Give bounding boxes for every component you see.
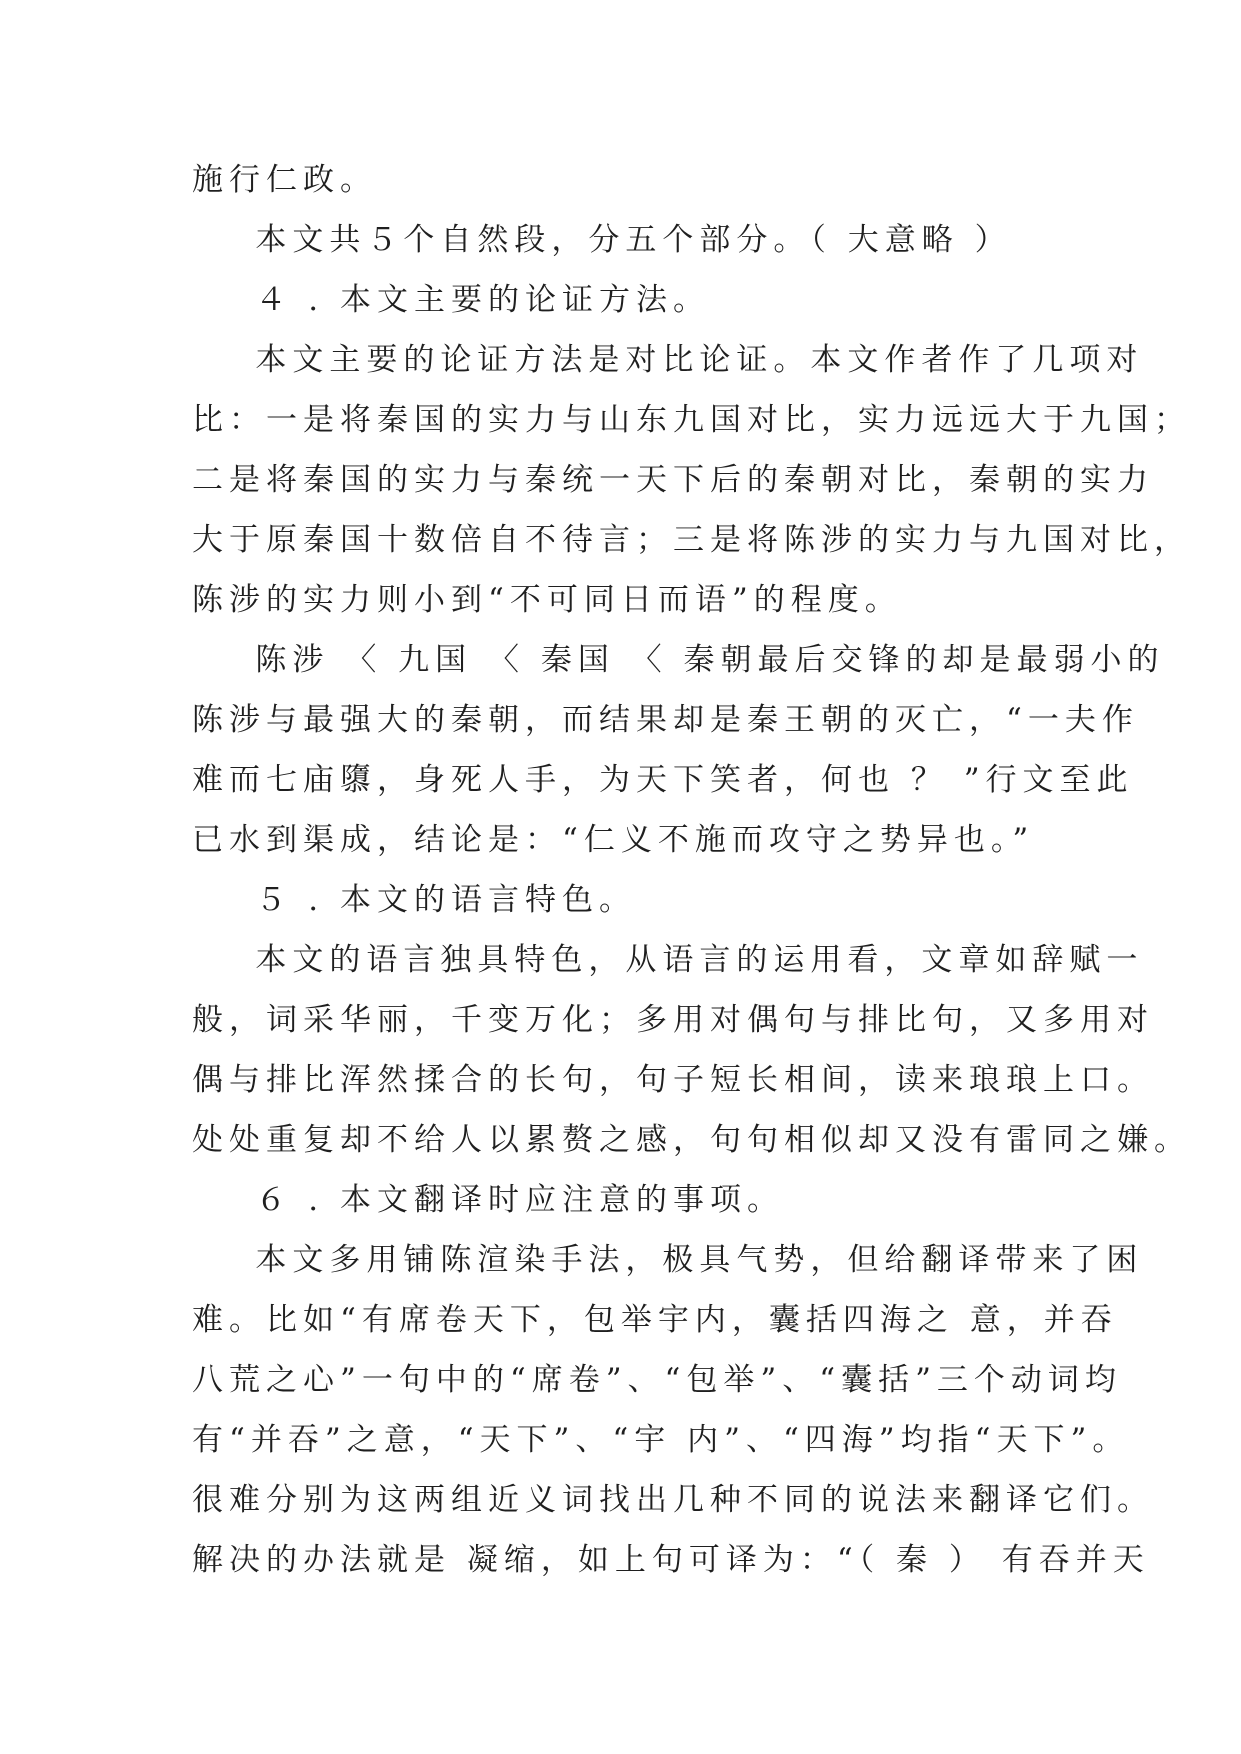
text-line-15: 般，词采华丽，千变万化；多用对偶句与排比句，又多用对 xyxy=(192,1002,1154,1038)
text-line-1: 施行仁政。 xyxy=(192,162,377,198)
text-line-9: 陈涉 〈 九国 〈 秦国 〈 秦朝最后交锋的却是最弱小的 xyxy=(192,642,1165,678)
section-heading-4: ４ . 本文主要的论证方法。 xyxy=(192,282,710,318)
text-line-23: 很难分别为这两组近义词找出几种不同的说法来翻译它们。 xyxy=(192,1482,1154,1518)
section-heading-6: ６ . 本文翻译时应注意的事项。 xyxy=(192,1182,784,1218)
text-line-22: 有“并吞”之意，“天下”、“宇 内”、“四海”均指“天下”。 xyxy=(192,1422,1130,1458)
document-body xyxy=(192,150,1191,1590)
text-line-12: 已水到渠成，结论是：“仁义不施而攻守之势异也。” xyxy=(192,822,1035,858)
text-line-16: 偶与排比浑然揉合的长句，句子短长相间，读来琅琅上口。 xyxy=(192,1062,1154,1098)
text-line-6: 二是将秦国的实力与秦统一天下后的秦朝对比，秦朝的实力 xyxy=(192,462,1154,498)
text-line-19: 本文多用铺陈渲染手法，极具气势，但给翻译带来了困 xyxy=(192,1242,1144,1278)
text-line-14: 本文的语言独具特色，从语言的运用看，文章如辞赋一 xyxy=(192,942,1144,978)
text-line-4: 本文主要的论证方法是对比论证。本文作者作了几项对 xyxy=(192,342,1144,378)
text-line-21: 八荒之心”一句中的“席卷”、“包举”、“囊括”三个动词均 xyxy=(192,1362,1122,1398)
text-line-5: 比：一是将秦国的实力与山东九国对比，实力远远大于九国； xyxy=(192,402,1191,438)
section-heading-5: ５ . 本文的语言特色。 xyxy=(192,882,636,918)
text-line-2: 本文共５个自然段，分五个部分。（ 大意略 ） xyxy=(192,222,1012,258)
text-line-7: 大于原秦国十数倍自不待言；三是将陈涉的实力与九国对比， xyxy=(192,522,1191,558)
text-line-24: 解决的办法就是 凝缩，如上句可译为：“（ 秦 ） 有吞并天 xyxy=(192,1542,1150,1578)
text-line-20: 难。比如“有席卷天下，包举宇内，囊括四海之 意，并吞 xyxy=(192,1302,1118,1338)
text-line-17: 处处重复却不给人以累赘之感，句句相似却又没有雷同之嫌。 xyxy=(192,1122,1191,1158)
text-line-10: 陈涉与最强大的秦朝，而结果却是秦王朝的灭亡，“一夫作 xyxy=(192,702,1139,738)
text-line-11: 难而七庙隳，身死人手，为天下笑者，何也 ？ ”行文至此 xyxy=(192,762,1134,798)
text-line-8: 陈涉的实力则小到“不可同日而语”的程度。 xyxy=(192,582,902,618)
